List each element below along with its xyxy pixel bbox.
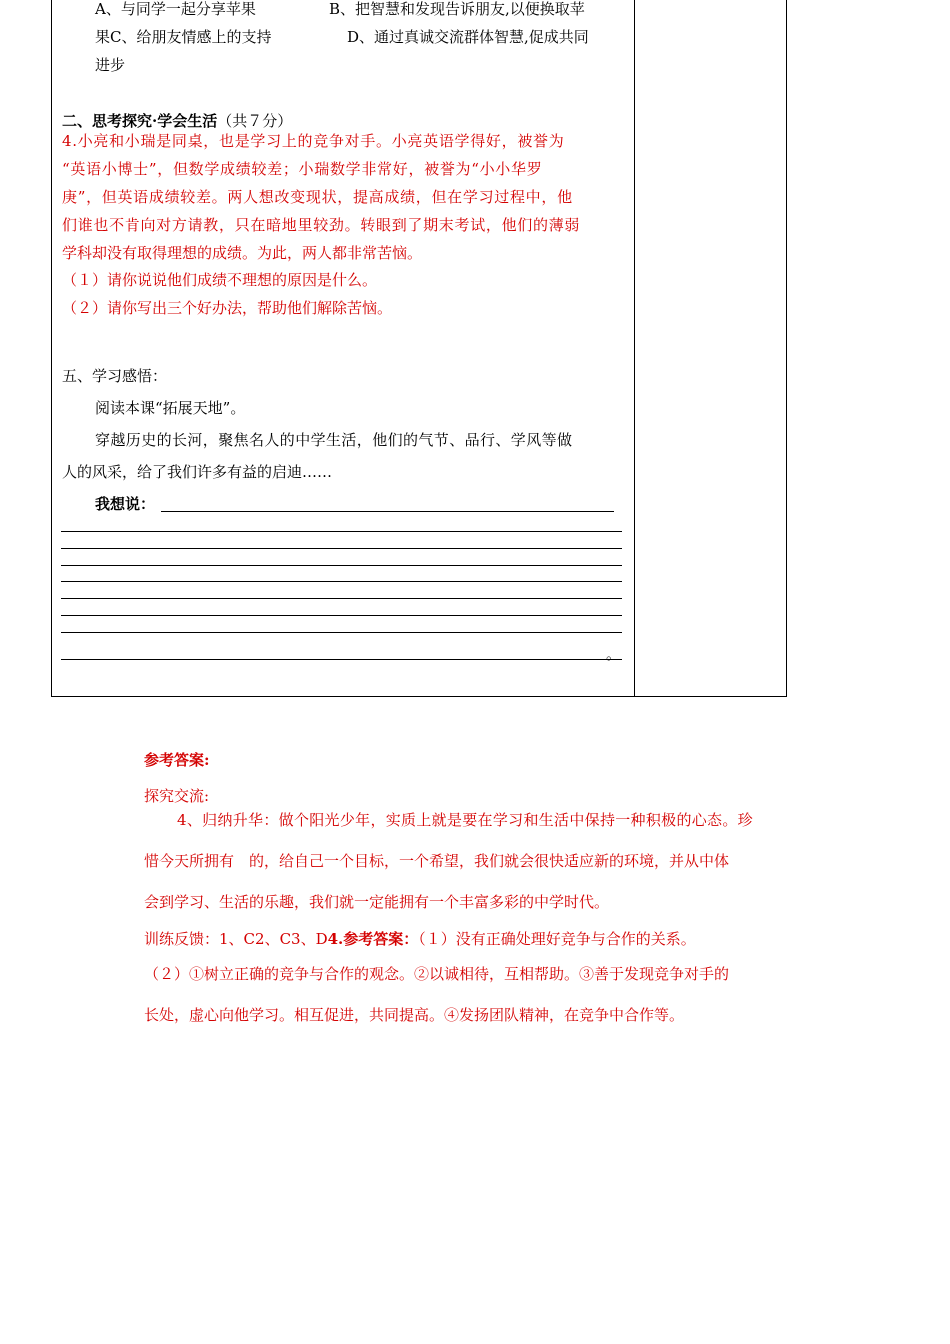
- section2-heading: 二、思考探究·学会生活: [62, 112, 218, 130]
- writing-line[interactable]: [61, 598, 622, 599]
- q4-sub-question-1: （１）请你说说他们成绩不理想的原因是什么。: [62, 271, 378, 289]
- answers-training-line-1: [144, 928, 696, 949]
- writing-line[interactable]: [61, 565, 622, 566]
- worksheet-table: [51, 0, 787, 697]
- writing-line[interactable]: [61, 581, 622, 582]
- option-d-continued: 进步: [95, 56, 126, 74]
- writing-line[interactable]: [61, 632, 622, 633]
- q4-line-1: 4.小亮和小瑞是同桌，也是学习上的竞争对手。小亮英语学得好，被誉为: [62, 132, 565, 150]
- writing-line[interactable]: [61, 548, 622, 549]
- writing-line[interactable]: [61, 531, 622, 532]
- writing-line[interactable]: [61, 615, 622, 616]
- section5-paragraph-line-1: 穿越历史的长河，聚焦名人的中学生活，他们的气节、品行、学风等做: [95, 431, 573, 449]
- answers-explore: 探究交流:: [144, 787, 210, 805]
- q4-line-3: 庚”，但英语成绩较差。两人想改变现状，提高成绩，但在学习过程中，他: [62, 188, 573, 206]
- section2-heading-line: [62, 111, 292, 131]
- q4-sub-question-2: （２）请你写出三个好办法，帮助他们解除苦恼。: [62, 299, 393, 317]
- answers-training-prefix: 训练反馈：1、C2、C3、D: [144, 930, 328, 948]
- section5-heading: 五、学习感悟：: [62, 367, 168, 385]
- answers-title: 参考答案:: [144, 751, 210, 769]
- end-mark: 。: [606, 645, 622, 663]
- answers-training-bold: 4.参考答案：: [327, 930, 419, 948]
- answers-training-line-3: 长处，虚心向他学习。相互促进，共同提高。④发扬团队精神，在竞争中合作等。: [144, 1006, 685, 1024]
- answers-item4-line-1: [177, 809, 753, 830]
- answers-item4-text: 做个阳光少年，实质上就是要在学习和生活中保持一种积极的心态。珍: [278, 811, 753, 829]
- option-c: 果C、给朋友情感上的支持: [95, 28, 272, 46]
- q4-line-5: 学科却没有取得理想的成绩。为此，两人都非常苦恼。: [62, 244, 423, 262]
- section5-read: 阅读本课“拓展天地”。: [95, 399, 246, 417]
- table-column-divider: [634, 0, 635, 697]
- answers-training-line-2: （２）①树立正确的竞争与合作的观念。②以诚相待，互相帮助。③善于发现竞争对手的: [144, 965, 730, 983]
- q4-line-2: “英语小博士”，但数学成绩较差；小瑞数学非常好，被誉为“小小华罗: [62, 160, 543, 178]
- answers-item4-line-3: 会到学习、生活的乐趣，我们就一定能拥有一个丰富多彩的中学时代。: [144, 893, 610, 911]
- section2-score: （共７分）: [217, 112, 293, 130]
- option-a: A、与同学一起分享苹果: [95, 0, 256, 18]
- answers-item4-line-2: 惜今天所拥有 的，给自己一个目标，一个希望，我们就会很快适应新的环境，并从中体: [144, 852, 730, 870]
- option-b: B、把智慧和发现告诉朋友,以便换取苹: [329, 0, 585, 18]
- section5-paragraph-line-2: 人的风采，给了我们许多有益的启迪……: [62, 463, 333, 481]
- option-d: D、通过真诚交流群体智慧,促成共同: [347, 28, 589, 46]
- writing-line[interactable]: [61, 659, 622, 660]
- answers-item4-label: 4、归纳升华：: [177, 811, 279, 829]
- writing-line[interactable]: [161, 511, 614, 512]
- answers-training-rest: （１）没有正确处理好竞争与合作的关系。: [418, 930, 696, 948]
- i-say-label: 我想说：: [95, 495, 156, 513]
- q4-line-4: 们谁也不肯向对方请教，只在暗地里较劲。转眼到了期末考试，他们的薄弱: [62, 216, 581, 234]
